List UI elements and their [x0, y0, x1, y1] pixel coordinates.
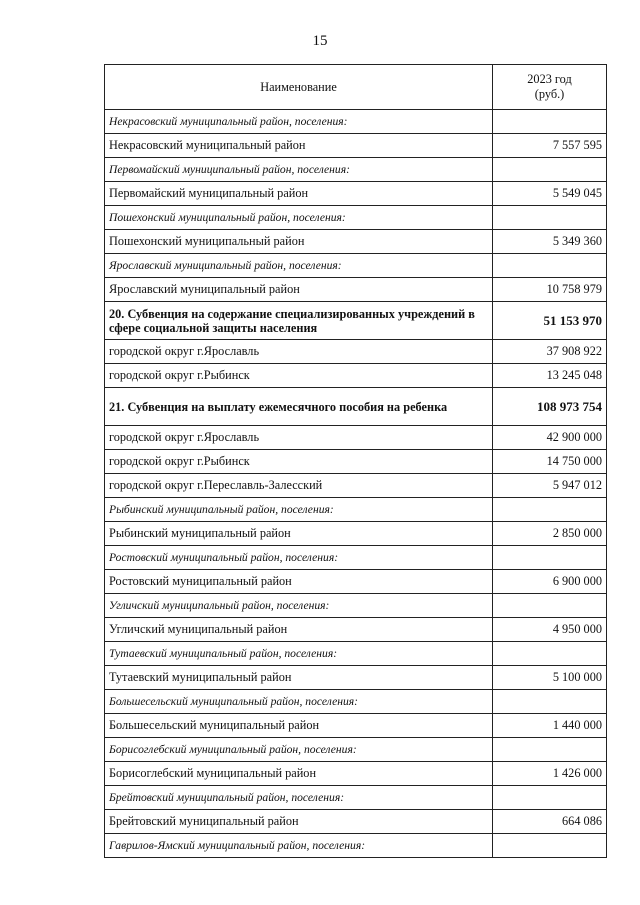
- table-row: [105, 278, 607, 302]
- row-amount: [493, 738, 607, 762]
- table-row: [105, 618, 607, 642]
- row-amount: [493, 254, 607, 278]
- section-header-row: [105, 254, 607, 278]
- table-row: [105, 570, 607, 594]
- page-number: 15: [312, 33, 328, 49]
- row-name: Некрасовский муниципальный район, поселения:: [105, 110, 493, 134]
- row-name: Угличский муниципальный район: [105, 618, 493, 642]
- section-header-row: [105, 786, 607, 810]
- table-row: [105, 666, 607, 690]
- table-row: [105, 182, 607, 206]
- row-amount: [493, 786, 607, 810]
- row-name: Некрасовский муниципальный район: [105, 134, 493, 158]
- row-amount: [493, 690, 607, 714]
- row-name: Ярославский муниципальный район: [105, 278, 493, 302]
- row-amount: [493, 206, 607, 230]
- row-name: 21. Субвенция на выплату ежемесячного пособия на ребенка: [105, 388, 493, 426]
- row-amount: 5 947 012: [493, 474, 607, 498]
- row-name: городской округ г.Рыбинск: [105, 364, 493, 388]
- row-name: Рыбинский муниципальный район, поселения:: [105, 498, 493, 522]
- amount-column-header: [493, 65, 607, 110]
- row-name: Рыбинский муниципальный район: [105, 522, 493, 546]
- row-amount: 13 245 048: [493, 364, 607, 388]
- table-row: [105, 522, 607, 546]
- table-row: [105, 762, 607, 786]
- table-row: [105, 230, 607, 254]
- section-header-row: [105, 110, 607, 134]
- subvention-total-row: [105, 388, 607, 426]
- row-amount: 51 153 970: [493, 302, 607, 340]
- row-name: Ростовский муниципальный район: [105, 570, 493, 594]
- section-header-row: [105, 546, 607, 570]
- row-name: Пошехонский муниципальный район, поселения:: [105, 206, 493, 230]
- row-amount: 2 850 000: [493, 522, 607, 546]
- table-row: [105, 450, 607, 474]
- row-name: Большесельский муниципальный район: [105, 714, 493, 738]
- row-name: Тутаевский муниципальный район: [105, 666, 493, 690]
- row-amount: 6 900 000: [493, 570, 607, 594]
- row-name: Первомайский муниципальный район, поселения:: [105, 158, 493, 182]
- row-amount: [493, 498, 607, 522]
- section-header-row: [105, 690, 607, 714]
- row-name: Борисоглебский муниципальный район: [105, 762, 493, 786]
- row-amount: [493, 642, 607, 666]
- row-amount: 108 973 754: [493, 388, 607, 426]
- subvention-table: [104, 64, 607, 858]
- row-name: Пошехонский муниципальный район: [105, 230, 493, 254]
- row-amount: [493, 546, 607, 570]
- row-name: Первомайский муниципальный район: [105, 182, 493, 206]
- row-amount: [493, 594, 607, 618]
- section-header-row: [105, 594, 607, 618]
- section-header-row: [105, 498, 607, 522]
- row-amount: 10 758 979: [493, 278, 607, 302]
- row-amount: 664 086: [493, 810, 607, 834]
- row-name: 20. Субвенция на содержание специализированных учреждений в сфере социальной защиты населения: [105, 302, 493, 340]
- row-name: городской округ г.Переславль-Залесский: [105, 474, 493, 498]
- row-name: городской округ г.Ярославль: [105, 340, 493, 364]
- row-amount: 1 426 000: [493, 762, 607, 786]
- row-name: Ярославский муниципальный район, поселения:: [105, 254, 493, 278]
- section-header-row: [105, 738, 607, 762]
- subvention-total-row: [105, 302, 607, 340]
- row-amount: [493, 158, 607, 182]
- row-amount: [493, 834, 607, 858]
- table-header-row: [105, 65, 607, 110]
- section-header-row: [105, 642, 607, 666]
- row-amount: 5 349 360: [493, 230, 607, 254]
- row-amount: 37 908 922: [493, 340, 607, 364]
- row-name: Тутаевский муниципальный район, поселения:: [105, 642, 493, 666]
- table-row: [105, 426, 607, 450]
- section-header-row: [105, 158, 607, 182]
- row-name: Брейтовский муниципальный район, поселения:: [105, 786, 493, 810]
- name-column-header: Наименование: [105, 65, 493, 110]
- table-row: [105, 810, 607, 834]
- row-name: городской округ г.Ярославль: [105, 426, 493, 450]
- row-amount: 1 440 000: [493, 714, 607, 738]
- row-amount: 7 557 595: [493, 134, 607, 158]
- row-amount: 5 549 045: [493, 182, 607, 206]
- row-name: Борисоглебский муниципальный район, поселения:: [105, 738, 493, 762]
- amount-header-year: 2023 год: [527, 72, 572, 86]
- row-amount: [493, 110, 607, 134]
- section-header-row: [105, 834, 607, 858]
- row-name: Большесельский муниципальный район, поселения:: [105, 690, 493, 714]
- section-header-row: [105, 206, 607, 230]
- row-amount: 42 900 000: [493, 426, 607, 450]
- row-amount: 14 750 000: [493, 450, 607, 474]
- table-row: [105, 714, 607, 738]
- table-row: [105, 474, 607, 498]
- table-row: [105, 340, 607, 364]
- amount-header-unit: (руб.): [534, 87, 565, 101]
- row-name: Угличский муниципальный район, поселения:: [105, 594, 493, 618]
- row-name: Гаврилов-Ямский муниципальный район, поселения:: [105, 834, 493, 858]
- row-amount: 5 100 000: [493, 666, 607, 690]
- row-amount: 4 950 000: [493, 618, 607, 642]
- row-name: Ростовский муниципальный район, поселения:: [105, 546, 493, 570]
- row-name: Брейтовский муниципальный район: [105, 810, 493, 834]
- row-name: городской округ г.Рыбинск: [105, 450, 493, 474]
- table-row: [105, 134, 607, 158]
- table-row: [105, 364, 607, 388]
